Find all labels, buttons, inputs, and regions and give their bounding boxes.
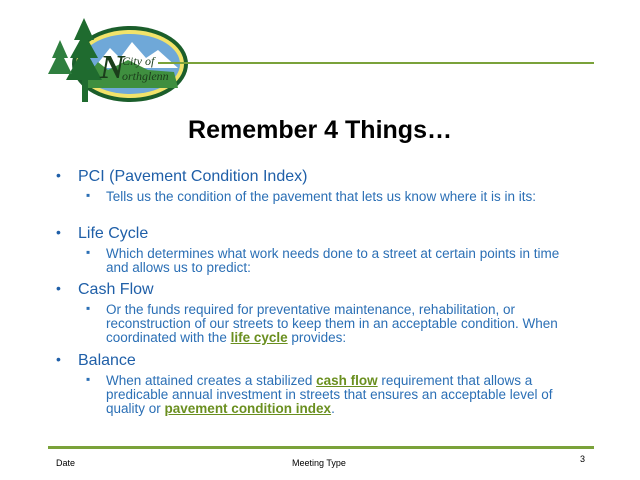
keyword-life-cycle: life cycle [230,330,288,345]
sub-bullet-icon: ▪ [86,301,91,315]
keyword-cash-flow: cash flow [316,373,378,388]
sub-bullet-text: Which determines what work needs done to a street at certain points in time and allows us to predict: [106,246,560,275]
footer-date: Date [56,458,76,468]
keyword-pci: pavement condition index [164,401,332,416]
logo-line2: orthglenn [122,69,169,83]
footer-meeting-type: Meeting Type [292,458,346,468]
bullet-icon: • [56,224,61,240]
sub-bullet-text: Or the funds required for preventative maintenance, rehabilitation, or reconstruction of our streets to keep them in an acceptable condition. When coordinated with the life cycle provides: [106,302,558,345]
bullet-icon: • [56,351,61,367]
bullet-label: PCI (Pavement Condition Index) [78,168,308,185]
bullet-label: Life Cycle [78,225,149,242]
bullet-label: Balance [78,352,136,369]
logo-line1: City of [122,54,155,68]
bullet-icon: • [56,280,61,296]
footer-page-number: 3 [580,454,586,464]
bottom-divider [48,446,594,449]
sub-bullet-icon: ▪ [86,245,91,259]
sub-bullet-text: Tells us the condition of the pavement that lets us know where it is in its: [106,189,536,204]
bullet-icon: • [56,167,61,183]
sub-bullet-icon: ▪ [86,372,91,386]
bullet-label: Cash Flow [78,281,154,298]
slide-title: Remember 4 Things… [188,116,452,144]
sub-bullet-text: When attained creates a stabilized cash flow requirement that allows a predicable annual investment in streets that ensures an acceptable level of quality or pavement condition index. [106,373,553,416]
sub-bullet-icon: ▪ [86,188,91,202]
top-divider [158,62,594,64]
logo-letter: N [100,49,125,86]
city-logo [38,10,188,110]
